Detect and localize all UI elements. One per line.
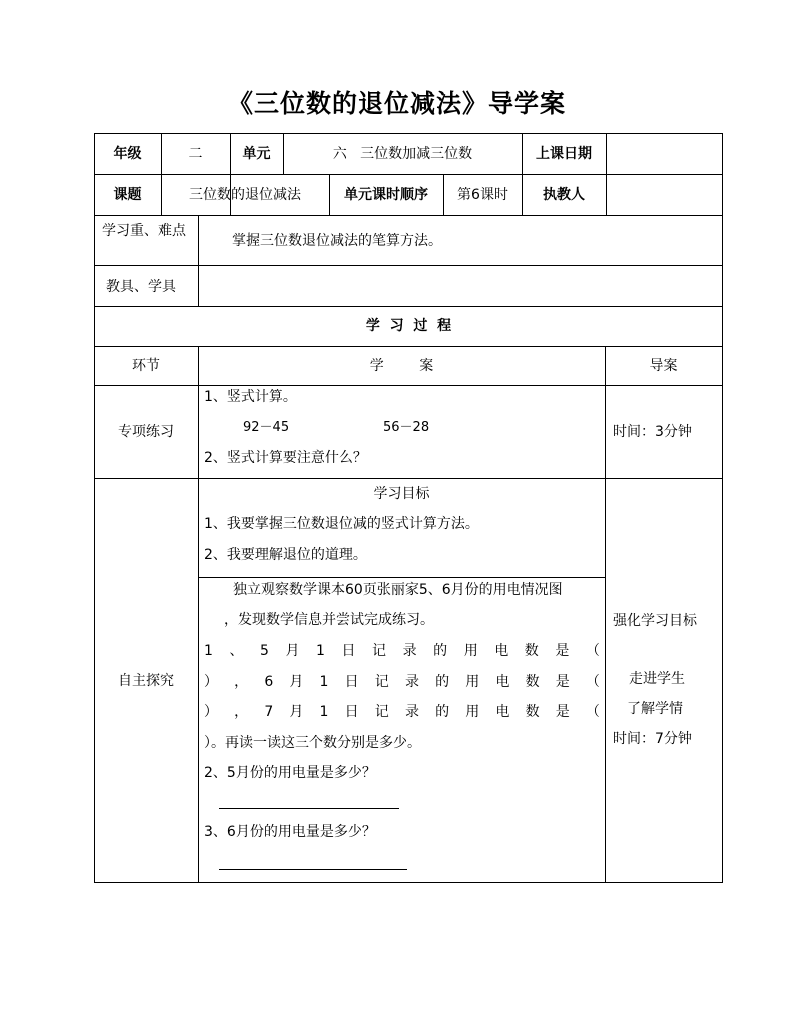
question-char: 月: [289, 674, 304, 690]
question-char: 是: [555, 704, 570, 720]
process-heading: 学 习 过 程: [365, 318, 452, 334]
practice-calc-2: 56－28: [383, 420, 430, 435]
question-char: 数: [524, 643, 539, 659]
question-1-line-1: [204, 643, 600, 660]
question-char: 记: [372, 643, 387, 659]
question-char: 记: [374, 674, 389, 690]
question-char: 的: [435, 674, 450, 690]
unit-value: 六 三位数加减三位数: [332, 146, 473, 162]
question-char: 日: [344, 674, 359, 690]
question-char: （: [585, 643, 600, 659]
unit-label: 单元: [242, 146, 271, 162]
question-char: ，: [234, 704, 249, 720]
question-1-line-4: ）。再读一读这三个数分别是多少。: [204, 735, 421, 751]
teacher-label: 执教人: [543, 187, 585, 203]
document-title: 《三位数的退位减法》导学案: [227, 89, 566, 118]
grade-value: 二: [188, 146, 203, 162]
question-1-line-3: [204, 704, 600, 721]
question-char: （: [585, 674, 600, 690]
question-char: 、: [229, 643, 244, 659]
question-char: 电: [495, 704, 510, 720]
question-char: 日: [344, 704, 359, 720]
explore-guide-3: 了解学情: [627, 701, 683, 717]
question-char: 的: [433, 643, 448, 659]
goal-heading: 学习目标: [373, 486, 430, 502]
question-3: 3、6月份的用电量是多少？: [204, 824, 376, 840]
question-char: 是: [555, 643, 570, 659]
question-char: 1: [204, 643, 213, 659]
column-header-study-plan: 学 案: [369, 358, 434, 374]
question-char: 录: [404, 704, 419, 720]
grade-label: 年级: [113, 146, 142, 162]
lesson-order-label: 单元课时顺序: [344, 187, 428, 203]
question-char: （: [585, 704, 600, 720]
tools-label: 教具、学具: [106, 279, 176, 295]
question-char: ）: [204, 674, 218, 690]
column-header-guide: 导案: [649, 358, 678, 374]
question-char: 1: [316, 643, 325, 659]
question-char: 5: [260, 643, 269, 659]
focus-label: 学习重、难点: [102, 223, 186, 239]
explore-intro-line-1: 独立观察数学课本60页张丽家5、6月份的用电情况图: [233, 582, 563, 598]
topic-value: 三位数的退位减法: [189, 187, 301, 203]
lesson-order-value: 第6课时: [457, 187, 508, 203]
topic-label: 课题: [113, 187, 142, 203]
question-char: ）: [204, 704, 218, 720]
question-char: 记: [374, 704, 389, 720]
question-char: 1: [319, 674, 329, 690]
question-char: 1: [319, 704, 329, 720]
explore-intro-line-2: ，发现数学信息并尝试完成练习。: [224, 612, 434, 628]
practice-item-2: 2、竖式计算要注意什么？: [204, 450, 367, 466]
question-1-line-2: [204, 674, 600, 691]
column-header-stage: 环节: [132, 358, 160, 374]
practice-calc-1: 92－45: [243, 420, 290, 435]
question-char: 日: [341, 643, 356, 659]
question-char: 用: [465, 674, 480, 690]
question-char: 6: [264, 674, 274, 690]
question-char: 电: [495, 674, 510, 690]
question-char: 电: [494, 643, 509, 659]
date-label: 上课日期: [536, 146, 592, 162]
focus-value: 掌握三位数退位减法的笔算方法。: [232, 233, 442, 249]
goal-1: 1、我要掌握三位数退位减的竖式计算方法。: [204, 516, 479, 532]
explore-guide-1: 强化学习目标: [613, 613, 697, 629]
practice-guide-time: 时间：3分钟: [613, 424, 692, 440]
question-2: 2、5月份的用电量是多少？: [204, 765, 376, 781]
question-char: 数: [525, 704, 540, 720]
practice-label: 专项练习: [118, 424, 174, 440]
question-char: 的: [435, 704, 450, 720]
question-char: 7: [264, 704, 274, 720]
question-char: 录: [404, 674, 419, 690]
explore-guide-2: 走进学生: [629, 671, 685, 687]
goal-2: 2、我要理解退位的道理。: [204, 547, 367, 563]
question-char: ，: [234, 674, 249, 690]
practice-item-1: 1、竖式计算。: [204, 389, 297, 405]
explore-guide-time: 时间：7分钟: [613, 731, 692, 747]
question-char: 录: [402, 643, 417, 659]
question-char: 是: [555, 674, 570, 690]
question-char: 月: [285, 643, 300, 659]
question-char: 用: [465, 704, 480, 720]
answer-line-2[interactable]: [219, 808, 399, 809]
answer-line-3[interactable]: [219, 869, 407, 870]
question-char: 数: [525, 674, 540, 690]
explore-label: 自主探究: [118, 673, 174, 689]
question-char: 用: [463, 643, 478, 659]
question-char: 月: [289, 704, 304, 720]
